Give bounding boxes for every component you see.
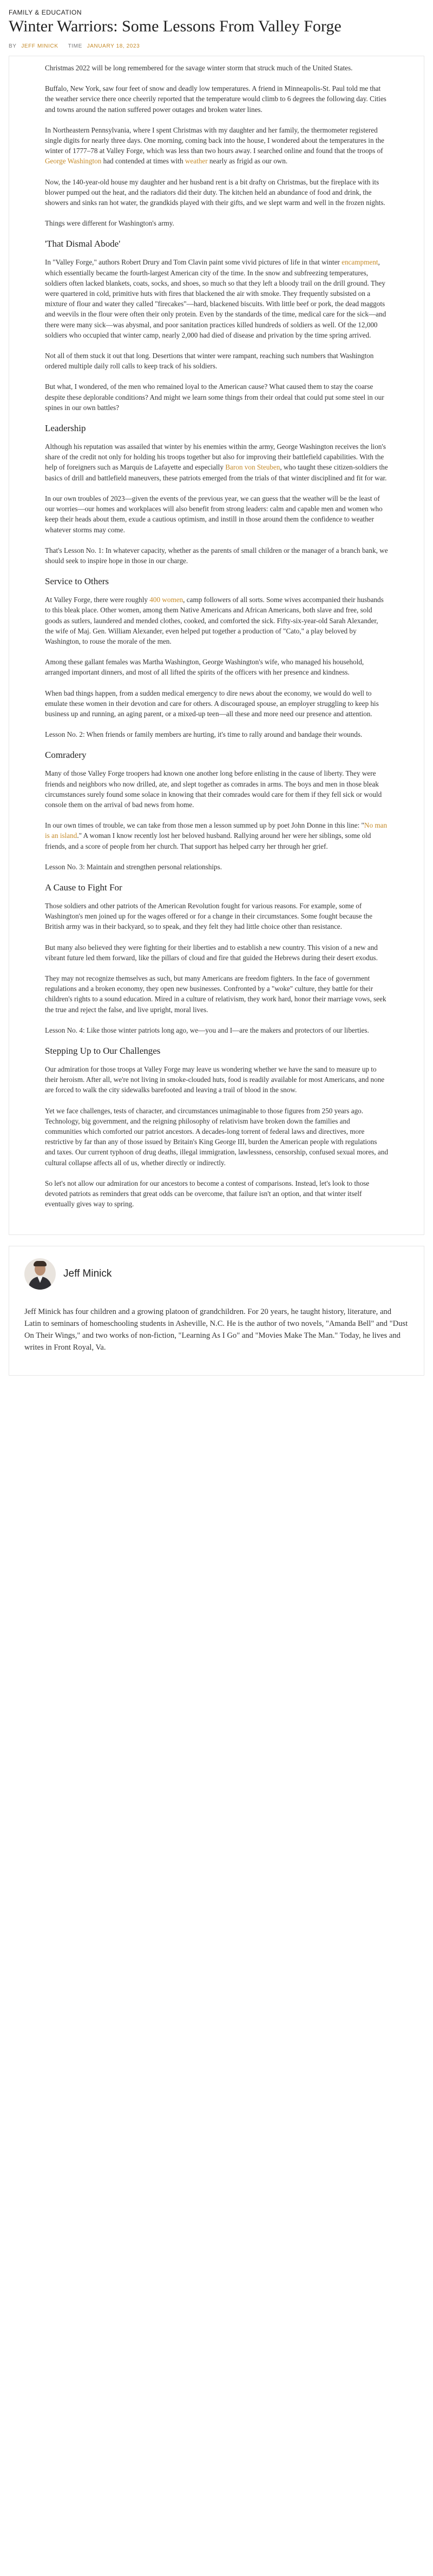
paragraph: Yet we face challenges, tests of character, and circumstances unimaginable to those figures from 250 years ago. Technology, big government, and the reigning philosophy of relativism have broken down the families and communities which comforted our patriot ancestors. A decades-long torrent of federal laws and directives, more restrictive by far than any of those issued by Britain's King George III, burden the American people with regulations and taxes. Our current typhoon of drug deaths, illegal immigration, lawlessness, censorship, confused sexual mores, and cultural collapse affects all of us, whether directly or indirectly.	[45, 1106, 388, 1167]
publish-time	[68, 43, 140, 49]
paragraph: Those soldiers and other patriots of the American Revolution fought for various reasons. For example, some of Washington's men joined up for the wages offered or for a change in their circumstances. Some fought because the British army was in their backyard, so to speak, and they felt they had little choice other than resistance.	[45, 901, 372, 931]
article-body	[9, 56, 424, 1235]
paragraph: In our own times of trouble, we can take from those men a lesson summed up by poet John Donne in this line: "No man is an island." A woman I know recently lost her beloved husband. Rallying around her were her siblings, some old friends, and a score of people from her church. That support has helped carry her through her grief.	[45, 821, 388, 850]
paragraph: Now, the 140-year-old house my daughter and her husband rent is a bit drafty on Christmas, but the fireplace with its blower pumped out the heat, and the radiators did their duty. The kitchen held an abundance of food and drink, the showers and sinks ran hot water, the grandkids played with their gifts, and we slept warm and well in the frozen nights.	[45, 177, 385, 207]
inline-link[interactable]: George Washington	[45, 157, 102, 166]
paragraph: But many also believed they were fighting for their liberties and to establish a new country. This vision of a new and vibrant future led them forward, like the pillars of cloud and fire that guided the Hebrews during their desert exodus.	[45, 943, 378, 962]
paragraph: Christmas 2022 will be long remembered for the savage winter storm that struck much of the United States.	[45, 64, 353, 72]
author-box	[9, 1246, 424, 1376]
section-heading: Comradery	[45, 750, 87, 761]
paragraph: Our admiration for those troops at Valley Forge may leave us wondering whether we have the sand to measure up to their heroism. After all, we're not living in smoke-clouded huts, food is readily available for most Americans, and none are forced to walk the city sidewalks barefooted and leaving a trail of blood in the snow.	[45, 1065, 385, 1094]
section-heading: Leadership	[45, 423, 86, 434]
section-heading: Stepping Up to Our Challenges	[45, 1046, 161, 1056]
by-label: BY	[9, 43, 17, 49]
paragraph: Lesson No. 3: Maintain and strengthen personal relationships.	[45, 862, 222, 871]
article-title: Winter Warriors: Some Lessons From Valley Forge	[9, 17, 342, 35]
inline-link[interactable]: Baron von Steuben	[225, 463, 280, 472]
author-link[interactable]: JEFF MINICK	[21, 43, 58, 49]
author-bio: Jeff Minick has four children and a growing platoon of grandchildren. For 20 years, he taught history, literature, and Latin to seminars of homeschooling students in Asheville, N.C. He is the author of two novels, "Amanda Bell" and "Dust On Their Wings," and two works of non-fiction, "Learning As I Go" and "Movies Make The Man." Today, he lives and writes in Front Royal, Va.	[24, 1307, 408, 1352]
section-heading: A Cause to Fight For	[45, 882, 122, 893]
paragraph: Buffalo, New York, saw four feet of snow and deadly low temperatures. A friend in Minneapolis-St. Paul told me that the weather service there once cheerily reported that the temperature would climb to 6 degrees the following day. Cities and towns around the nation suffered power outages and broken water lines.	[45, 84, 386, 114]
paragraph: Things were different for Washington's army.	[45, 219, 174, 228]
byline	[9, 43, 58, 49]
paragraph: In Northeastern Pennsylvania, where I spent Christmas with my daughter and her family, the thermometer registered single digits for nearly three days. One morning, coming back into the house, I wondered about the temperatures in the winter of 1777–78 at Valley Forge, which was less than two hours away. I searched online and found that the troops of George Washington had contended at times with weather nearly as frigid as our own.	[45, 126, 384, 166]
inline-link[interactable]: weather	[185, 157, 208, 166]
category-label[interactable]: FAMILY & EDUCATION	[9, 9, 82, 16]
avatar[interactable]	[24, 1258, 56, 1290]
paragraph: Many of those Valley Forge troopers had known one another long before enlisting in the cause of liberty. They were friends and neighbors who now drilled, ate, and slept together as comrades in arms. The boys and men in those bleak circumstances surely found some solace in knowing that their comrades would care for them if they fell sick or would console them on the arrival of bad news from home.	[45, 769, 382, 809]
paragraph: They may not recognize themselves as such, but many Americans are freedom fighters. In the face of government regulations and a broken economy, they open new businesses. Confronted by a "woke" culture, they battle for their children's rights to a sound education. Mired in a culture of relativism, they work hard, honor their marriage vows, seek the true and reject the false, and live upright, moral lives.	[45, 974, 386, 1014]
paragraph: That's Lesson No. 1: In whatever capacity, whether as the parents of small children or the manager of a branch bank, we should seek to inspire hope in those in our charge.	[45, 546, 388, 565]
author-header	[24, 1258, 409, 1290]
inline-link[interactable]: 400 women	[149, 596, 183, 604]
paragraph: When bad things happen, from a sudden medical emergency to dire news about the economy, we would do well to emulate these women in their devotion and care for others. A discouraged spouse, an employer struggling to keep his business up and running, an aging parent, or a mixed-up teen—all these and more need our presence and attention.	[45, 689, 379, 718]
section-heading: Service to Others	[45, 576, 109, 587]
paragraph: Among these gallant females was Martha Washington, George Washington's wife, who managed his household, arranged important dinners, and most of all lifted the spirits of the officers with her presence and kindness.	[45, 658, 364, 677]
paragraph: Lesson No. 4: Like those winter patriots long ago, we—you and I—are the makers and protectors of our liberties.	[45, 1026, 369, 1034]
paragraph: At Valley Forge, there were roughly 400 women, camp followers of all sorts. Some wives accompanied their husbands to this bleak place. Other women, among them Native Americans and African Americans, both slave and free, sold goods as sutlers, laundered and mended clothes, cooked, and comforted the sick. Fifty-six-year-old Sarah Alexander, the wife of Maj. Gen. William Alexander, even helped put together a production of "Cato," a play beloved by Washington, to rouse the morale of the men.	[45, 596, 384, 645]
paragraph: In our own troubles of 2023—given the events of the previous year, we can guess that the weather will be the least of our worries—our homes and workplaces will also benefit from strong leaders: calm and capable men and women who keep their heads about them, exude a cautious optimism, and instill in those around them the confidence to weather whatever storms may come.	[45, 494, 383, 534]
section-heading: 'That Dismal Abode'	[45, 239, 121, 249]
paragraph: Lesson No. 2: When friends or family members are hurting, it's time to rally around and bandage their wounds.	[45, 730, 363, 739]
paragraph: Although his reputation was assailed that winter by his enemies within the army, George Washington receives the lion's share of the credit not only for holding his troops together but also for improving their battlefield capabilities. With the help of foreigners such as Marquis de Lafayette and especially Baron von Steuben, who taught these citizen-soldiers the basics of drill and battlefield maneuvers, these patriots emerged from the trials of that winter disciplined and fit for war.	[45, 442, 388, 482]
inline-link[interactable]: encampment	[342, 258, 378, 267]
paragraph: So let's not allow our admiration for our ancestors to become a contest of comparisons. Instead, let's look to those devoted patriots as reminders that great odds can be overcome, that failure isn't an option, and that winter itself eventually gives way to spring.	[45, 1179, 370, 1208]
paragraph: But what, I wondered, of the men who remained loyal to the American cause? What caused them to stay the coarse despite these deplorable conditions? And might we learn some things from their ordeal that could put some steel in our spines in our own battles?	[45, 382, 384, 412]
publish-date: JANUARY 18, 2023	[87, 43, 140, 49]
paragraph: Not all of them stuck it out that long. Desertions that winter were rampant, reaching such numbers that Washington ordered multiple daily roll calls to keep track of his soldiers.	[45, 352, 374, 371]
author-name[interactable]: Jeff Minick	[63, 1268, 112, 1280]
inline-link[interactable]: No man is an island	[45, 821, 388, 840]
paragraph: In "Valley Forge," authors Robert Drury and Tom Clavin paint some vivid pictures of life in that winter encampment, which essentially became the fourth-largest American city of the time. In the snow and subfreezing temperatures, soldiers often lacked blankets, coats, socks, and shoes, so much so that they left a bloody trail on the drill ground. They were quartered in cold, primitive huts with fires that blackened the air with smoke. They frequently subsisted on a mixture of flour and water they called "firecakes"—hard, blackened biscuits. With little beef or pork, the dead maggots and weevils in the flour were often their only protein. Even by the standards of the time, medical care for the sick—and there were many sick—was abysmal, and poor sanitation practices killed hundreds of soldiers as well. Of the 12,000 soldiers who occupied that winter camp, nearly 2,000 had died of disease and privation by the time spring arrived.	[45, 258, 386, 339]
page-bottom-spacer	[0, 1376, 433, 1392]
time-label: TIME	[68, 43, 82, 49]
article-meta	[0, 36, 433, 56]
